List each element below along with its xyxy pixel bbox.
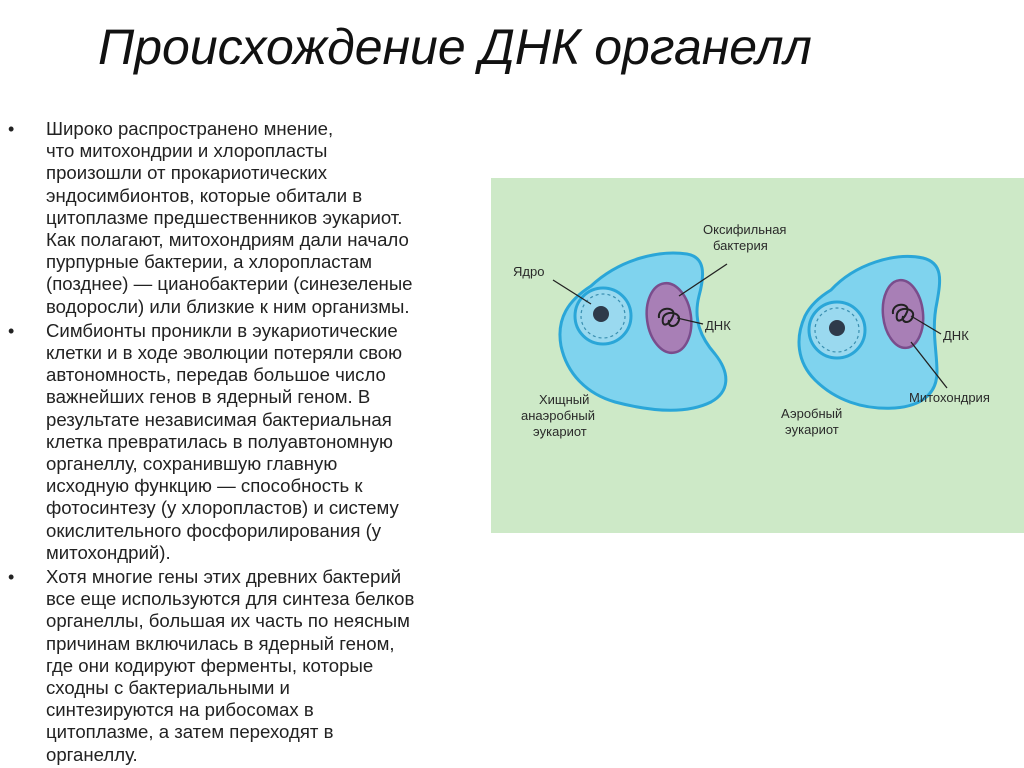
bullet-item <box>8 566 508 766</box>
label-predatory-3: эукариот <box>533 424 587 439</box>
bullet-list <box>8 118 508 768</box>
label-nucleus: Ядро <box>513 264 545 279</box>
label-oxyphilic-2: бактерия <box>713 238 768 253</box>
bullet-marker: • <box>8 567 15 588</box>
endosymbiosis-figure <box>491 178 1024 533</box>
bullet-text: Широко распространено мнение, что митохондрии и хлоропласты произошли от прокариотических эндосимбионтов, которые обитали в цитоплазме предшественников эукариот. Как полагают, митохондриям дали начало пурпурные бактерии, а хлоропластам (позднее) — цианобактерии (синезеленые водоросли) или близкие к ним организмы. <box>46 118 413 317</box>
nucleolus-right <box>829 320 845 336</box>
label-dna-left: ДНК <box>705 318 731 333</box>
nucleolus-left <box>593 306 609 322</box>
label-dna-right: ДНК <box>943 328 969 343</box>
bullet-item <box>8 118 508 318</box>
label-aerobic-2: эукариот <box>785 422 839 437</box>
bullet-marker: • <box>8 119 15 139</box>
bullet-marker: • <box>8 320 15 341</box>
label-aerobic-1: Аэробный <box>781 406 843 421</box>
bullet-item <box>8 320 508 564</box>
label-predatory-2: анаэробный <box>521 408 595 423</box>
label-predatory-1: Хищный <box>539 392 590 407</box>
bullet-text: Хотя многие гены этих древних бактерий все еще используются для синтеза белков органеллы, большая их часть по неясным причинам включилась в ядерный геном, где они кодируют ферменты, которые сходны с бактериальными и синтезируются на рибосомах в цитоплазме, а затем переходят в органеллу. <box>46 566 415 765</box>
bullet-text: Симбионты проникли в эукариотические клетки и в ходе эволюции потеряли свою автономность, передав большое число важнейших генов в ядерный геном. В результате независимая бактериальная клетка превратилась в полуавтономную органеллу, сохранившую главную исходную функцию — способность к фотосинтезу (у хлоропластов) и систему окислительного фосфорилирования (у митохондрий). <box>46 319 403 563</box>
label-mitochondrion: Митохондрия <box>909 390 990 405</box>
label-oxyphilic-1: Оксифильная <box>703 222 787 237</box>
page-title: Происхождение ДНК органелл <box>98 19 812 75</box>
